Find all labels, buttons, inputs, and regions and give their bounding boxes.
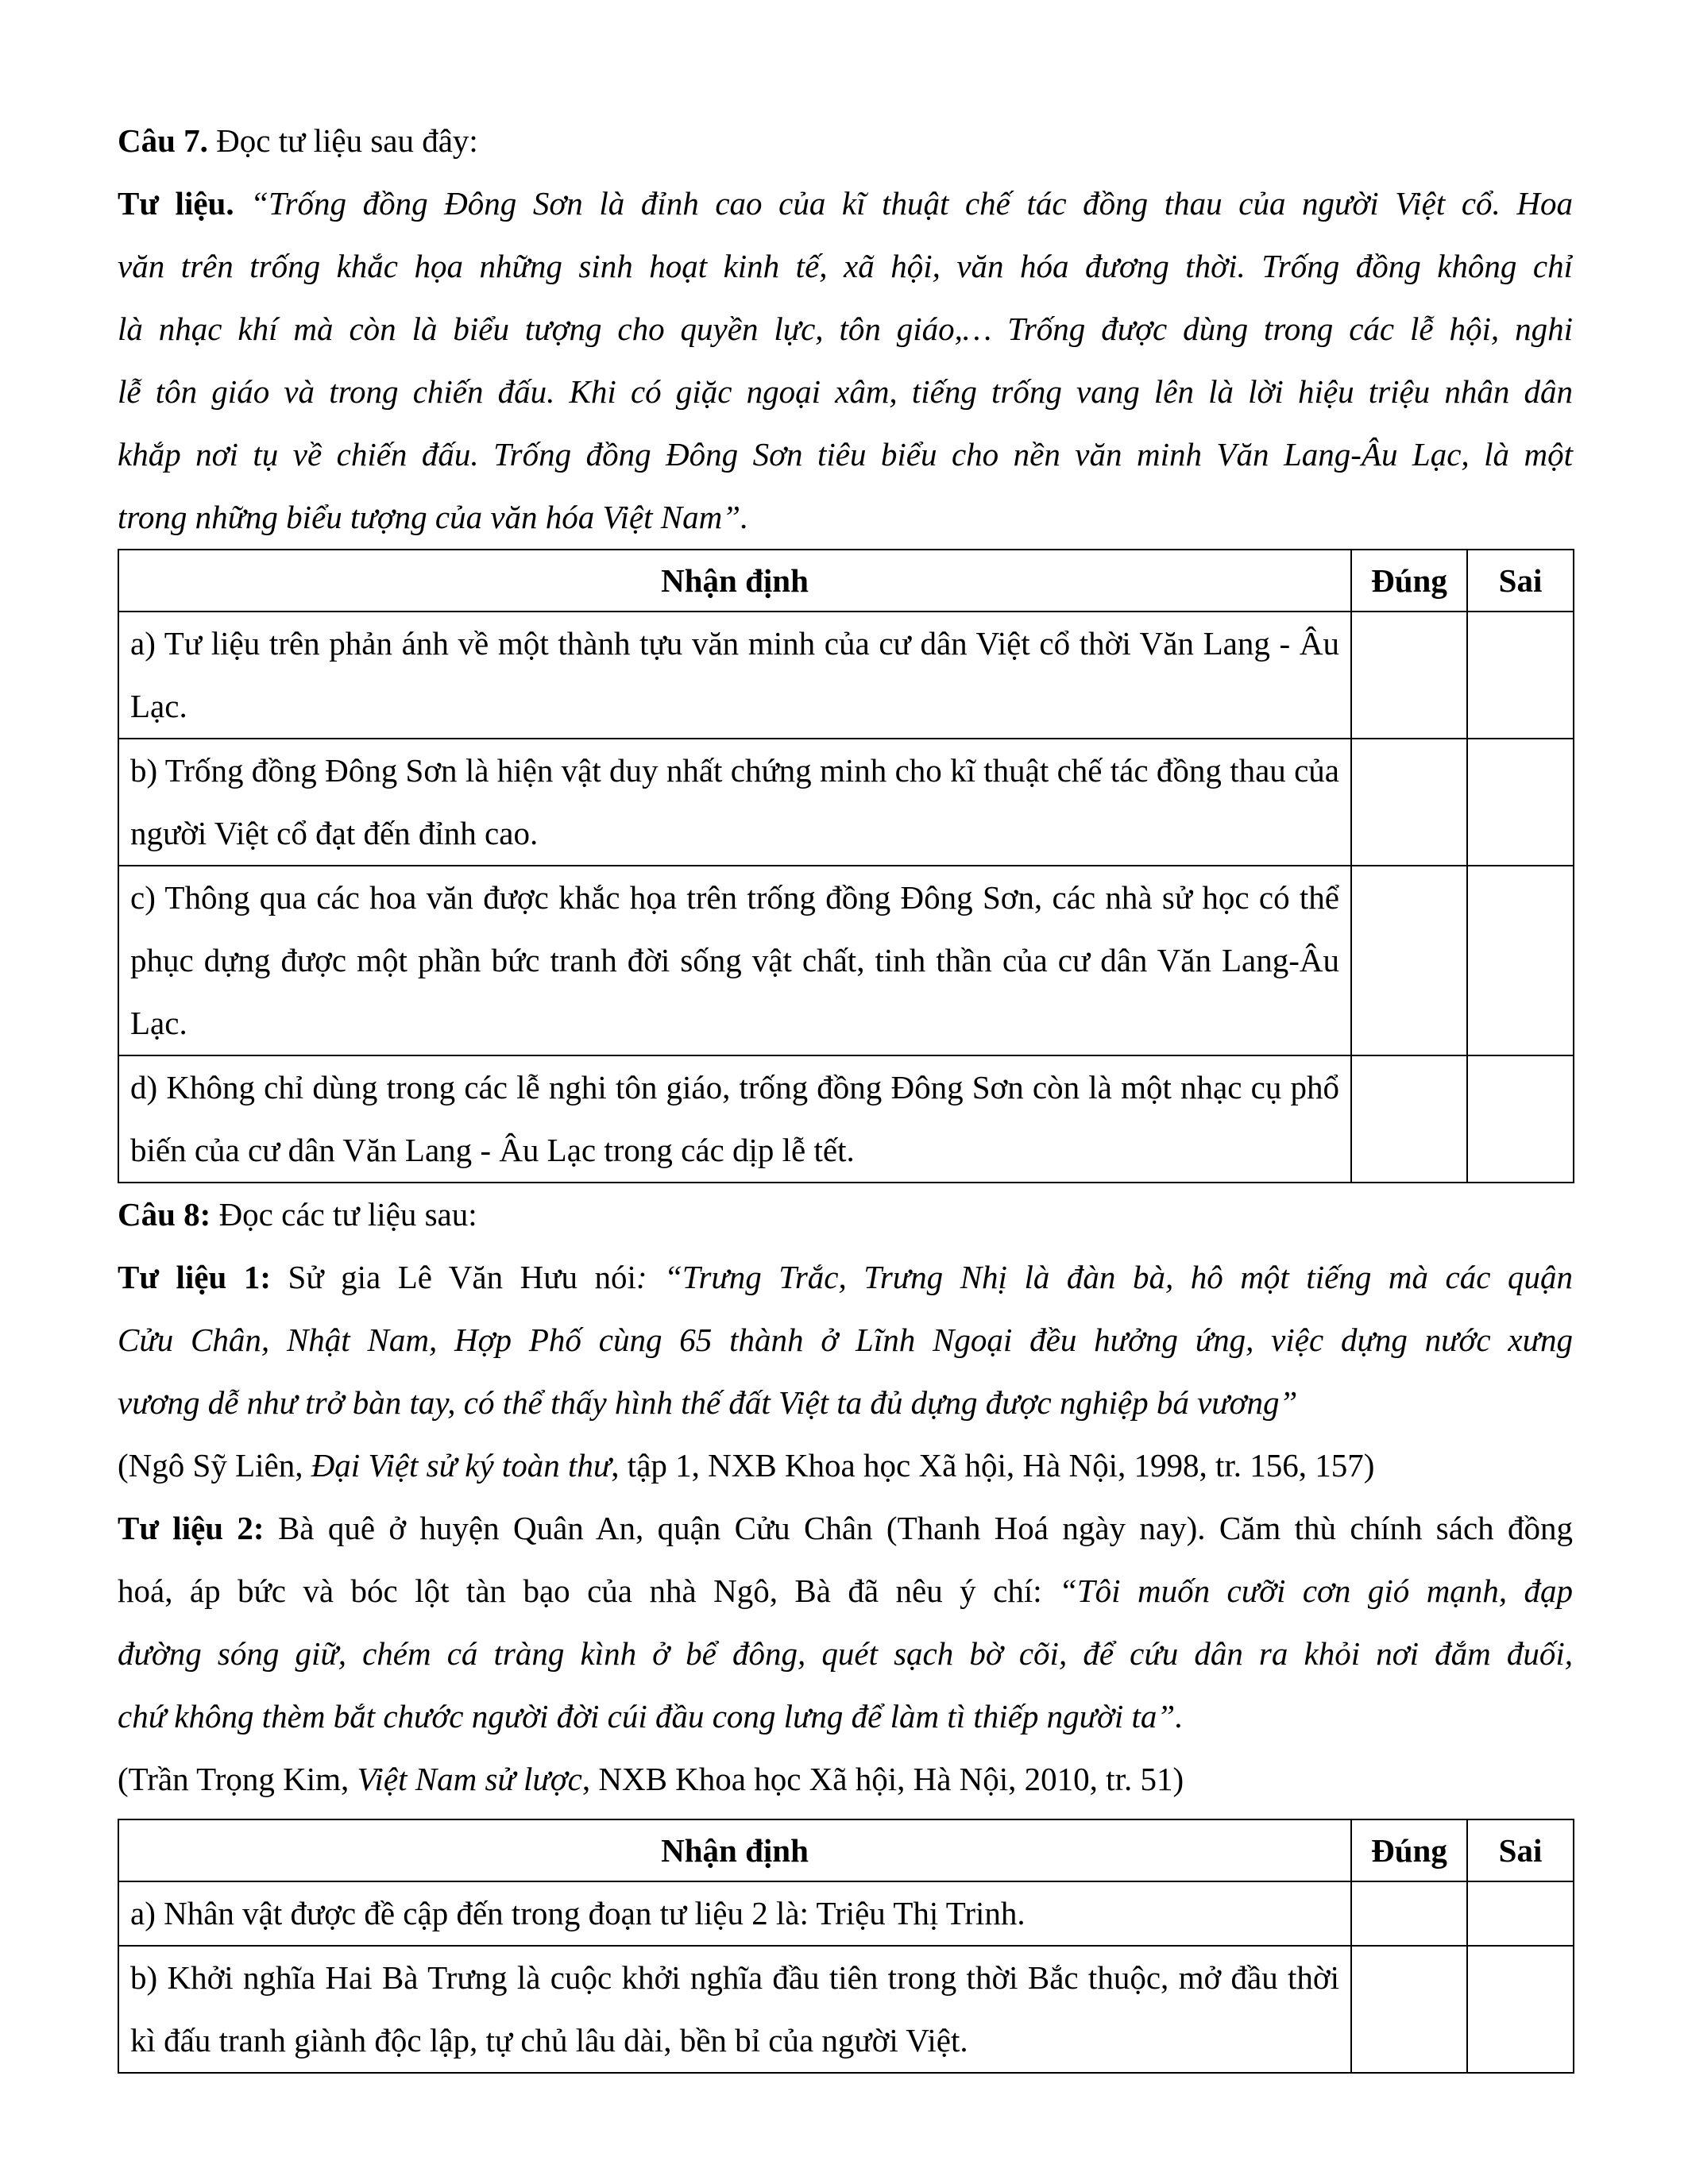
answer-true-cell[interactable] xyxy=(1351,739,1467,866)
answer-true-cell[interactable] xyxy=(1351,1055,1467,1183)
header-false: Sai xyxy=(1467,550,1574,612)
header-true: Đúng xyxy=(1351,550,1467,612)
source-2-citation xyxy=(118,1748,1573,1811)
source-1-label: Tư liệu 1: xyxy=(118,1259,271,1295)
table-row xyxy=(118,739,1574,866)
source-1-line xyxy=(118,1246,1573,1309)
answer-true-cell[interactable] xyxy=(1351,612,1467,739)
answer-true-cell[interactable] xyxy=(1351,1946,1467,2073)
answer-false-cell[interactable] xyxy=(1467,1881,1574,1946)
answer-false-cell[interactable] xyxy=(1467,1946,1574,2073)
source-1-citation xyxy=(118,1434,1573,1497)
question-8-label: Câu 8: xyxy=(118,1196,211,1233)
citation-author: (Ngô Sỹ Liên, xyxy=(118,1447,311,1484)
table-row xyxy=(118,1055,1574,1183)
answer-false-cell[interactable] xyxy=(1467,866,1574,1055)
table-row xyxy=(118,1881,1574,1946)
table-row xyxy=(118,612,1574,739)
question-7-instruction: Đọc tư liệu sau đây: xyxy=(207,122,478,159)
header-statement: Nhận định xyxy=(118,1819,1351,1881)
source-line xyxy=(118,172,1573,235)
citation-author: (Trần Trọng Kim, xyxy=(118,1761,357,1797)
table-header-row xyxy=(118,550,1574,612)
table-row xyxy=(118,866,1574,1055)
source-text: “Trống đồng Đông Sơn là đỉnh cao của kĩ thuật chế tác đồng thau của người Việt cổ. Hoa xyxy=(234,185,1574,222)
source-line: lễ tôn giáo và trong chiến đấu. Khi có giặc ngoại xâm, tiếng trống vang lên là lời hiệu triệu nhân dân xyxy=(118,373,1573,410)
source-line: trong những biểu tượng của văn hóa Việt Nam”. xyxy=(118,499,749,535)
source-2-line: chứ không thèm bắt chước người đời cúi đầu cong lưng để làm tì thiếp người ta”. xyxy=(118,1698,1184,1734)
answer-true-cell[interactable] xyxy=(1351,866,1467,1055)
question-7-label: Câu 7. xyxy=(118,122,208,159)
header-false: Sai xyxy=(1467,1819,1574,1881)
statement-d: d) Không chỉ dùng trong các lễ nghi tôn giáo, trống đồng Đông Sơn còn là một nhạc cụ phổ biến của cư dân Văn Lang - Âu Lạc trong các dịp lễ tết. xyxy=(118,1055,1351,1183)
table-header-row xyxy=(118,1819,1574,1881)
source-2-text: hoá, áp bức và bóc lột tàn bạo của nhà Ngô, Bà đã nêu ý chí: xyxy=(118,1572,1060,1609)
source-line: khắp nơi tụ về chiến đấu. Trống đồng Đông Sơn tiêu biểu cho nền văn minh Văn Lang-Âu Lạc, là một xyxy=(118,436,1573,473)
source-2-line xyxy=(118,1560,1573,1623)
source-1-line: Cửu Chân, Nhật Nam, Hợp Phố cùng 65 thành ở Lĩnh Ngoại đều hưởng ứng, việc dựng nước xưng xyxy=(118,1322,1573,1358)
source-2-quote: “Tôi muốn cưỡi cơn gió mạnh, đạp xyxy=(1059,1572,1574,1609)
statement-b: b) Khởi nghĩa Hai Bà Trưng là cuộc khởi nghĩa đầu tiên trong thời Bắc thuộc, mở đầu thời kì đấu tranh giành độc lập, tự chủ lâu dài, bền bỉ của người Việt. xyxy=(118,1946,1351,2073)
source-label: Tư liệu. xyxy=(118,185,234,222)
statement-a: a) Tư liệu trên phản ánh về một thành tựu văn minh của cư dân Việt cổ thời Văn Lang - Âu Lạc. xyxy=(118,612,1351,739)
source-1-intro: Sử gia Lê Văn Hưu nói xyxy=(270,1259,636,1295)
document-page xyxy=(118,110,1573,2074)
question-8-heading xyxy=(118,1183,1573,1246)
citation-title: Đại Việt sử ký toàn thư xyxy=(311,1447,612,1484)
answer-true-cell[interactable] xyxy=(1351,1881,1467,1946)
source-line: là nhạc khí mà còn là biểu tượng cho quyền lực, tôn giáo,… Trống được dùng trong các lễ hội, nghi xyxy=(118,311,1573,347)
answer-false-cell[interactable] xyxy=(1467,612,1574,739)
spacer xyxy=(118,1811,1573,1819)
statement-a: a) Nhân vật được đề cập đến trong đoạn tư liệu 2 là: Triệu Thị Trinh. xyxy=(118,1881,1351,1946)
statement-c: c) Thông qua các hoa văn được khắc họa trên trống đồng Đông Sơn, các nhà sử học có thể phục dựng được một phần bức tranh đời sống vật chất, tinh thần của cư dân Văn Lang-Âu Lạc. xyxy=(118,866,1351,1055)
question-7-table xyxy=(118,549,1574,1183)
table-row xyxy=(118,1946,1574,2073)
source-2-line xyxy=(118,1497,1573,1560)
header-statement: Nhận định xyxy=(118,550,1351,612)
source-1-line: vương dễ như trở bàn tay, có thể thấy hình thế đất Việt ta đủ dựng được nghiệp bá vương” xyxy=(118,1384,1298,1421)
source-2-text: Bà quê ở huyện Quân An, quận Cửu Chân (Thanh Hoá ngày nay). Căm thù chính sách đồng xyxy=(264,1510,1573,1546)
question-8-table xyxy=(118,1819,1574,2074)
source-line: văn trên trống khắc họa những sinh hoạt kinh tế, xã hội, văn hóa đương thời. Trống đồng không chỉ xyxy=(118,248,1573,284)
source-1-quote: : “Trưng Trắc, Trưng Nhị là đàn bà, hô một tiếng mà các quận xyxy=(635,1259,1573,1295)
citation-details: , NXB Khoa học Xã hội, Hà Nội, 2010, tr. 51) xyxy=(581,1761,1184,1797)
answer-false-cell[interactable] xyxy=(1467,1055,1574,1183)
question-8-instruction: Đọc các tư liệu sau: xyxy=(211,1196,477,1233)
citation-details: , tập 1, NXB Khoa học Xã hội, Hà Nội, 1998, tr. 156, 157) xyxy=(611,1447,1375,1484)
source-2-line: đường sóng giữ, chém cá tràng kình ở bể đông, quét sạch bờ cõi, để cứu dân ra khỏi nơi đắm đuối, xyxy=(118,1635,1573,1672)
citation-title: Việt Nam sử lược xyxy=(357,1761,582,1797)
source-2-label: Tư liệu 2: xyxy=(118,1510,265,1546)
header-true: Đúng xyxy=(1351,1819,1467,1881)
question-7-heading xyxy=(118,110,1573,172)
statement-b: b) Trống đồng Đông Sơn là hiện vật duy nhất chứng minh cho kĩ thuật chế tác đồng thau của người Việt cổ đạt đến đỉnh cao. xyxy=(118,739,1351,866)
answer-false-cell[interactable] xyxy=(1467,739,1574,866)
